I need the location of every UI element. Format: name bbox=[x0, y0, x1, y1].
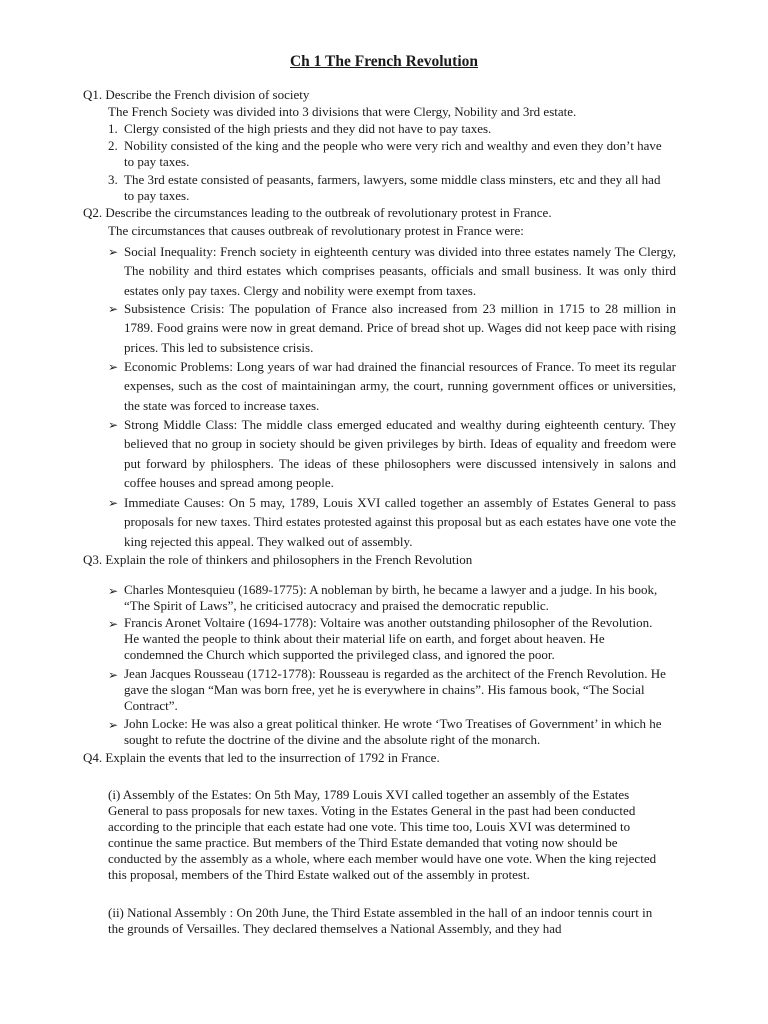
q3-item-locke: John Locke: He was also a great political thinker. He wrote ‘Two Treatises of Government’ in which he sought to refute the doctrine of the divine and the absolute right of the monarch. bbox=[124, 716, 662, 747]
arrow-bullet-icon: ➢ bbox=[108, 668, 119, 682]
q2-intro: The circumstances that causes outbreak of revolutionary protest in France were: bbox=[108, 223, 524, 238]
arrow-bullet-icon: ➢ bbox=[108, 418, 119, 432]
q3-question: Q3. Explain the role of thinkers and philosophers in the French Revolution bbox=[83, 552, 473, 567]
q2-item-subsistence-crisis: Subsistence Crisis: The population of France also increased from 23 million in 1715 to 28 million in 1789. Food grains were now in great demand. Price of bread shot up. Wages did not keep pace with rising prices. This led to subsistence crisis. bbox=[124, 301, 676, 355]
arrow-bullet-icon: ➢ bbox=[108, 302, 119, 316]
q1-item-2-text: Nobility consisted of the king and the people who were very rich and wealthy and even they don’t have to pay taxes. bbox=[124, 138, 662, 169]
arrow-bullet-icon: ➢ bbox=[108, 360, 119, 374]
arrow-bullet-icon: ➢ bbox=[108, 584, 119, 598]
q4-question: Q4. Explain the events that led to the insurrection of 1792 in France. bbox=[83, 750, 440, 765]
page-title: Ch 1 The French Revolution bbox=[289, 53, 479, 70]
q2-question: Q2. Describe the circumstances leading to the outbreak of revolutionary protest in France. bbox=[83, 205, 552, 220]
q1-item-1-text: Clergy consisted of the high priests and they did not have to pay taxes. bbox=[124, 121, 492, 136]
arrow-bullet-icon: ➢ bbox=[108, 245, 119, 259]
q1-item-1-number: 1. bbox=[108, 121, 118, 136]
q1-item-3-text: The 3rd estate consisted of peasants, farmers, lawyers, some middle class minsters, etc and they all had to pay taxes. bbox=[124, 172, 661, 203]
arrow-bullet-icon: ➢ bbox=[108, 496, 119, 510]
q2-item-social-inequality: Social Inequality: French society in eighteenth century was divided into three estates namely The Clergy, The nobility and third estates which comprises peasants, officials and small business. It was only third estates only pay taxes. Clergy and nobility were exempt from taxes. bbox=[124, 244, 676, 298]
q2-item-immediate-causes: Immediate Causes: On 5 may, 1789, Louis XVI called together an assembly of Estates General to pass proposals for new taxes. Third estates protested against this proposal but as each estates have one vote the king rejected this appeal. They walked out of assembly. bbox=[124, 495, 676, 549]
q1-item-2-number: 2. bbox=[108, 138, 118, 153]
q4-paragraph-national-assembly: (ii) National Assembly : On 20th June, the Third Estate assembled in the hall of an indoor tennis court in the grounds of Versailles. They declared themselves a National Assembly, and they had bbox=[108, 905, 653, 936]
q1-intro: The French Society was divided into 3 divisions that were Clergy, Nobility and 3rd estate. bbox=[108, 104, 577, 119]
q3-item-voltaire: Francis Aronet Voltaire (1694-1778): Voltaire was another outstanding philosopher of the Revolution. He wanted the people to think about their material life on earth, and forget about heaven. He condemned the Church which supported the privileged class, and ignored the poor. bbox=[124, 615, 653, 662]
q4-paragraph-assembly-of-estates: (i) Assembly of the Estates: On 5th May, 1789 Louis XVI called together an assembly of the Estates General to pass proposals for new taxes. Voting in the Estates General in the past had been conducted according to the principle that each estate had one vote. This time too, Louis XVI was determined to continue the same practice. But members of the Third Estate demanded that voting now should be conducted by the assembly as a whole, where each member would have one vote. When the king rejected this proposal, members of the Third Estate walked out of the assembly in protest. bbox=[108, 787, 657, 882]
arrow-bullet-icon: ➢ bbox=[108, 718, 119, 732]
q3-item-rousseau: Jean Jacques Rousseau (1712-1778): Rousseau is regarded as the architect of the French Revolution. He gave the slogan “Man was born free, yet he is everywhere in chains”. His famous book, “The Social Contract”. bbox=[124, 666, 666, 713]
q1-item-3-number: 3. bbox=[108, 172, 118, 187]
q3-item-montesquieu: Charles Montesquieu (1689-1775): A nobleman by birth, he became a lawyer and a judge. In his book, “The Spirit of Laws”, he criticised autocracy and praised the democratic republic. bbox=[124, 582, 658, 613]
q2-item-strong-middle-class: Strong Middle Class: The middle class emerged educated and wealthy during eighteenth century. They believed that no group in society should be given privileges by birth. Ideas of equality and freedom were put forward by philosphers. The ideas of these philosophers were discussed intensively in salons and coffee houses and spread among people. bbox=[124, 417, 676, 490]
q2-item-economic-problems: Economic Problems: Long years of war had drained the financial resources of France. To meet its regular expenses, such as the cost of maintainingan army, the court, running government offices or universities, the state was forced to increase taxes. bbox=[124, 359, 676, 413]
arrow-bullet-icon: ➢ bbox=[108, 617, 119, 631]
q1-question: Q1. Describe the French division of society bbox=[83, 87, 310, 102]
